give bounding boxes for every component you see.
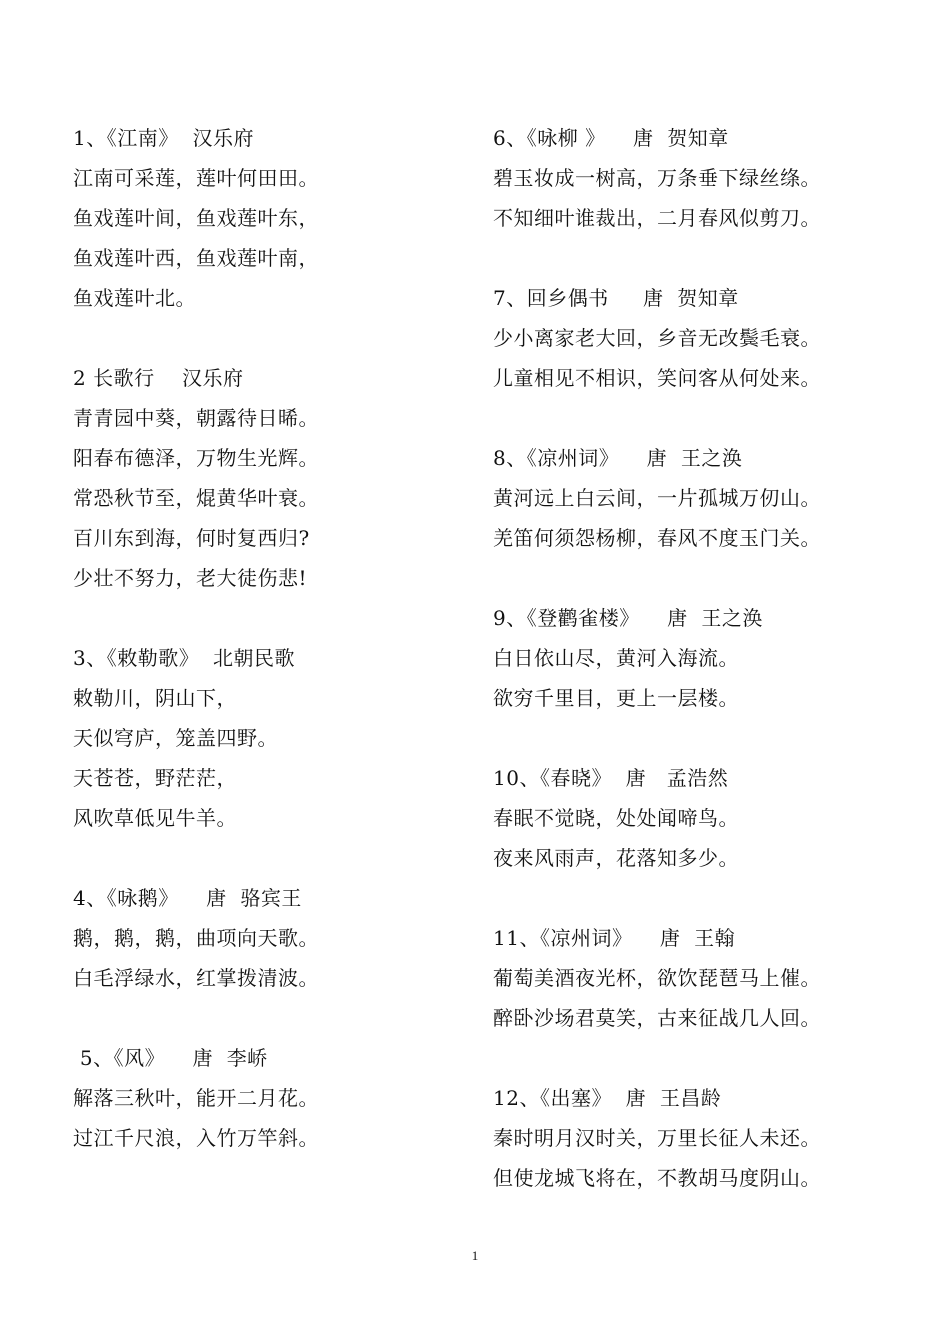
poem-heading: 1、《江南》 汉乐府 xyxy=(73,126,254,150)
poem-chusai xyxy=(493,1078,933,1198)
poem-heading: 2 长歌行 汉乐府 xyxy=(73,366,244,390)
poem-line: 白日依山尽，黄河入海流。 xyxy=(493,646,739,670)
poem-line: 秦时明月汉时关，万里长征人未还。 xyxy=(493,1126,821,1150)
poem-jiangnan xyxy=(73,118,453,318)
poem-line: 但使龙城飞将在，不教胡马度阴山。 xyxy=(493,1166,821,1190)
poem-line: 夜来风雨声，花落知多少。 xyxy=(493,846,739,870)
poem-chunxiao xyxy=(493,758,933,878)
poem-line: 鱼戏莲叶间，鱼戏莲叶东， xyxy=(73,206,319,230)
poem-liangzhouci-wanghan xyxy=(493,918,933,1038)
poem-yongliu xyxy=(493,118,933,238)
page-number: 1 xyxy=(471,1248,479,1263)
poem-line: 不知细叶谁裁出，二月春风似剪刀。 xyxy=(493,206,821,230)
poem-feng xyxy=(73,1038,453,1158)
poem-heading: 3、《敕勒歌》 北朝民歌 xyxy=(73,646,295,670)
poem-line: 风吹草低见牛羊。 xyxy=(73,806,237,830)
poem-heading: 4、《咏鹅》 唐 骆宾王 xyxy=(73,886,302,910)
poem-line: 过江千尺浪，入竹万竿斜。 xyxy=(73,1126,319,1150)
left-column xyxy=(73,118,453,1198)
poem-heading: 12、《出塞》 唐 王昌龄 xyxy=(493,1086,722,1110)
poem-heading: 9、《登鹳雀楼》 唐 王之涣 xyxy=(493,606,763,630)
poem-huixiangoushu xyxy=(493,278,933,398)
poem-line: 醉卧沙场君莫笑，古来征战几人回。 xyxy=(493,1006,821,1030)
poem-line: 江南可采莲，莲叶何田田。 xyxy=(73,166,319,190)
poem-line: 少小离家老大回，乡音无改鬓毛衰。 xyxy=(493,326,821,350)
poem-line: 敕勒川，阴山下， xyxy=(73,686,237,710)
poem-line: 白毛浮绿水，红掌拨清波。 xyxy=(73,966,319,990)
poem-changgexing xyxy=(73,358,453,598)
poem-heading: 11、《凉州词》 唐 王翰 xyxy=(493,926,736,950)
poem-heading: 6、《咏柳 》 唐 贺知章 xyxy=(493,126,729,150)
poem-line: 鱼戏莲叶西，鱼戏莲叶南， xyxy=(73,246,319,270)
poem-line: 青青园中葵，朝露待日晞。 xyxy=(73,406,319,430)
poem-line: 黄河远上白云间，一片孤城万仞山。 xyxy=(493,486,821,510)
poem-line: 阳春布德泽，万物生光辉。 xyxy=(73,446,319,470)
poem-heading: 7、回乡偶书 唐 贺知章 xyxy=(493,286,739,310)
poem-line: 天似穹庐，笼盖四野。 xyxy=(73,726,278,750)
poem-yonge xyxy=(73,878,453,998)
poem-line: 鱼戏莲叶北。 xyxy=(73,286,196,310)
poem-liangzhouci-wangzhihuan xyxy=(493,438,933,558)
poem-heading: 10、《春晓》 唐 孟浩然 xyxy=(493,766,729,790)
poem-line: 百川东到海，何时复西归? xyxy=(73,526,310,550)
poem-line: 天苍苍，野茫茫， xyxy=(73,766,237,790)
poem-heading: 8、《凉州词》 唐 王之涣 xyxy=(493,446,743,470)
poem-line: 羌笛何须怨杨柳，春风不度玉门关。 xyxy=(493,526,821,550)
poem-line: 欲穷千里目，更上一层楼。 xyxy=(493,686,739,710)
poem-line: 葡萄美酒夜光杯，欲饮琵琶马上催。 xyxy=(493,966,821,990)
poem-line: 解落三秋叶，能开二月花。 xyxy=(73,1086,319,1110)
poem-line: 春眠不觉晓，处处闻啼鸟。 xyxy=(493,806,739,830)
poem-heading: 5、《风》 唐 李峤 xyxy=(73,1046,268,1070)
poem-line: 常恐秋节至，焜黄华叶衰。 xyxy=(73,486,319,510)
poem-line: 少壮不努力，老大徒伤悲! xyxy=(73,566,308,590)
poem-line: 碧玉妆成一树高，万条垂下绿丝绦。 xyxy=(493,166,821,190)
poem-line: 儿童相见不相识，笑问客从何处来。 xyxy=(493,366,821,390)
poem-chilege xyxy=(73,638,453,838)
poem-line: 鹅，鹅，鹅，曲项向天歌。 xyxy=(73,926,319,950)
right-column xyxy=(493,118,933,1238)
poem-dengguanquelou xyxy=(493,598,933,718)
